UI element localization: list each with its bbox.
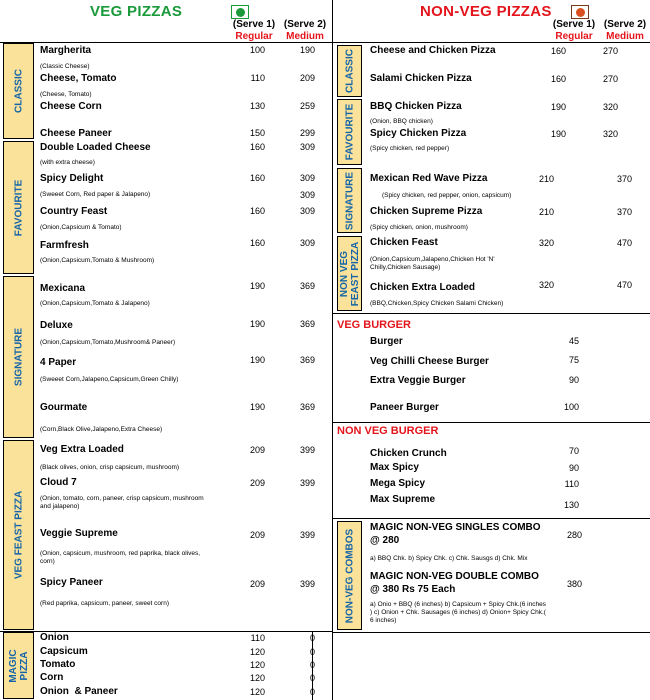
veg-item-regular: 120 xyxy=(249,687,265,697)
nonveg-band-feast xyxy=(337,236,362,311)
nonveg-item-regular: 160 xyxy=(550,74,566,84)
veg-item-regular: 160 xyxy=(249,238,265,248)
nonveg-band-favourite xyxy=(337,99,362,165)
veg-symbol-icon xyxy=(231,5,249,19)
veg-item-medium: 299 xyxy=(299,128,315,138)
veg-item-regular: 209 xyxy=(249,579,265,589)
nonveg-item-medium: 270 xyxy=(602,74,618,84)
center-divider xyxy=(332,0,333,700)
veg-item-name: Gourmate xyxy=(40,402,88,413)
combos-bottom-border xyxy=(333,632,650,633)
nonveg-item-regular: 160 xyxy=(550,46,566,56)
veg-item-desc: (Onion,Capsicum & Tomato) xyxy=(40,224,122,231)
veg-item-medium: 259 xyxy=(299,101,315,111)
nonveg-item-medium: 320 xyxy=(602,129,618,139)
veg-item-name: Country Feast xyxy=(40,206,108,217)
veg-item-regular: 160 xyxy=(249,142,265,152)
veg-item-desc: (Onion,Capsicum,Tomato & Mushroom) xyxy=(40,257,155,264)
veg-band-magic xyxy=(3,632,34,699)
veg-item-medium: 369 xyxy=(299,319,315,329)
nonveg-item-medium: 470 xyxy=(616,280,632,290)
nonveg-col1-header xyxy=(551,19,597,43)
nonveg-band-favourite-label: FAVOURITE xyxy=(344,103,355,161)
nonveg-item-name: BBQ Chicken Pizza xyxy=(370,101,462,112)
veg-burger-name: Veg Chilli Cheese Burger xyxy=(370,356,489,367)
combo-name: MAGIC NON-VEG DOUBLE COMBO xyxy=(370,571,539,582)
nonveg-col2-sub: Medium xyxy=(606,31,644,42)
veg-item-regular: 120 xyxy=(249,673,265,683)
nonveg-col2-top: (Serve 2) xyxy=(603,19,647,30)
veg-item-regular: 110 xyxy=(250,73,265,83)
combo-price: 380 xyxy=(566,579,582,589)
veg-item-desc: (with extra cheese) xyxy=(40,159,95,166)
veg-item-medium: 0 xyxy=(309,660,315,670)
nonveg-band-signature-label: SIGNATURE xyxy=(344,171,355,230)
veg-item-regular: 110 xyxy=(250,633,265,643)
nonveg-band-signature xyxy=(337,168,362,233)
veg-item-regular: 209 xyxy=(249,445,265,455)
nonveg-item-regular: 190 xyxy=(550,129,566,139)
veg-item-name: Spicy Delight xyxy=(40,173,104,184)
nonveg-item-desc: (Spicy chicken, onion, mushroom) xyxy=(370,224,468,231)
veg-item-medium: 309 xyxy=(299,206,315,216)
veg-col1-header xyxy=(231,19,277,43)
nonveg-item-desc: (BBQ,Chicken,Spicy Chicken Salami Chicken) xyxy=(370,300,504,307)
veg-item-name: Cheese, Tomato xyxy=(40,73,117,84)
veg-item-regular: 160 xyxy=(249,206,265,216)
veg-item-name: Capsicum xyxy=(40,646,88,657)
veg-burger-price: 75 xyxy=(568,355,579,365)
veg-item-medium: 209 xyxy=(299,73,315,83)
veg-item-medium: 399 xyxy=(299,530,315,540)
nonveg-item-name: Cheese and Chicken Pizza xyxy=(370,45,496,56)
veg-item-medium: 309 xyxy=(299,190,315,200)
nonveg-item-medium: 370 xyxy=(616,207,632,217)
veg-col2-sub: Medium xyxy=(286,31,324,42)
veg-item-desc: (Sweeet Corn,Jalapeno,Capsicum,Green Chilly) xyxy=(40,376,179,383)
nonveg-item-regular: 210 xyxy=(538,207,554,217)
veg-col2-top: (Serve 2) xyxy=(283,19,327,30)
veg-burger-bottom-border xyxy=(333,422,650,423)
veg-top-border xyxy=(0,42,332,43)
nonveg-pizza-bottom-border xyxy=(333,313,650,314)
nonveg-item-name: Mexican Red Wave Pizza xyxy=(370,173,488,184)
nonveg-burger-price: 110 xyxy=(564,479,579,489)
veg-item-medium: 309 xyxy=(299,142,315,152)
veg-item-desc: (Classic Cheese) xyxy=(40,63,90,70)
veg-col1-top: (Serve 1) xyxy=(232,19,276,30)
veg-item-name: Tomato xyxy=(40,659,76,670)
nonveg-burger-name: Chicken Crunch xyxy=(370,448,447,459)
veg-item-desc: (Red paprika, capsicum, paneer, sweet corn) xyxy=(40,600,169,607)
nonveg-burger-title: NON VEG BURGER xyxy=(337,425,439,437)
nonveg-col2-header xyxy=(600,19,650,43)
veg-item-name: Farmfresh xyxy=(40,240,89,251)
veg-item-medium: 309 xyxy=(299,173,315,183)
nonveg-burger-price: 90 xyxy=(568,463,579,473)
veg-burger-price: 90 xyxy=(568,375,579,385)
veg-item-medium: 369 xyxy=(299,355,315,365)
veg-pizzas-title: VEG PIZZAS xyxy=(90,3,183,20)
veg-burger-name: Burger xyxy=(370,336,403,347)
nonveg-item-regular: 190 xyxy=(550,102,566,112)
nonveg-item-medium: 270 xyxy=(602,46,618,56)
nonveg-band-classic xyxy=(337,45,362,97)
veg-item-regular: 190 xyxy=(249,281,265,291)
veg-band-magic-label: MAGIC PIZZA xyxy=(7,648,30,683)
veg-item-medium: 190 xyxy=(299,45,315,55)
veg-item-name: Veggie Supreme xyxy=(40,528,118,539)
veg-item-desc: (Onion, capsicum, mushroom, red paprika, black olives, corn) xyxy=(40,550,201,565)
nonveg-item-name: Chicken Feast xyxy=(370,237,438,248)
veg-item-regular: 160 xyxy=(249,173,265,183)
veg-band-feast xyxy=(3,440,34,630)
veg-item-regular: 120 xyxy=(249,647,265,657)
veg-item-medium: 399 xyxy=(299,445,315,455)
veg-item-regular: 150 xyxy=(249,128,265,138)
veg-col1-sub: Regular xyxy=(235,31,273,42)
veg-item-medium: 0 xyxy=(309,633,315,643)
veg-item-medium: 399 xyxy=(299,579,315,589)
nonveg-col1-top: (Serve 1) xyxy=(552,19,596,30)
veg-item-name: Cheese Corn xyxy=(40,101,102,112)
nonveg-burger-name: Mega Spicy xyxy=(370,478,426,489)
nonveg-item-name: Salami Chicken Pizza xyxy=(370,73,472,84)
veg-band-signature-label: SIGNATURE xyxy=(13,327,24,387)
veg-item-desc: (Onion,Capsicum,Tomato & Jalapeno) xyxy=(40,300,150,307)
combo-name: MAGIC NON-VEG SINGLES COMBO xyxy=(370,522,541,533)
veg-item-medium: 309 xyxy=(299,238,315,248)
veg-item-regular: 209 xyxy=(249,478,265,488)
veg-item-name: Veg Extra Loaded xyxy=(40,444,124,455)
nonveg-burger-name: Max Supreme xyxy=(370,494,436,505)
nonveg-pizzas-title: NON-VEG PIZZAS xyxy=(420,3,552,20)
veg-item-name: Onion & Paneer xyxy=(40,686,118,697)
nonveg-item-regular: 320 xyxy=(538,238,554,248)
nonveg-item-regular: 320 xyxy=(538,280,554,290)
veg-item-regular: 120 xyxy=(249,660,265,670)
veg-item-desc: (Black olives, onion, crisp capsicum, mushroom) xyxy=(40,464,180,471)
veg-item-name: Cheese Paneer xyxy=(40,128,112,139)
nonveg-col1-sub: Regular xyxy=(555,31,593,42)
nonveg-item-name: Chicken Supreme Pizza xyxy=(370,206,483,217)
veg-band-feast-label: VEG FEAST PIZZA xyxy=(13,490,24,580)
veg-item-desc: (Onion,Capsicum,Tomato,Mushroom& Paneer) xyxy=(40,339,176,346)
veg-band-favourite-label: FAVOURITE xyxy=(13,179,24,236)
veg-item-regular: 130 xyxy=(249,101,265,111)
veg-item-desc: (Sweeet Corn, Red paper & Jalapeno) xyxy=(40,191,151,198)
veg-item-name: Mexicana xyxy=(40,283,86,294)
nonveg-symbol-icon xyxy=(571,5,589,19)
combo-price: 280 xyxy=(566,530,582,540)
veg-item-name: Corn xyxy=(40,672,64,683)
veg-item-medium: 0 xyxy=(309,673,315,683)
combo-name-line2: @ 280 xyxy=(370,535,400,546)
veg-band-classic xyxy=(3,43,34,139)
combo-desc: a) BBQ Chk. b) Spicy Chk. c) Chk. Sausgs d) Chk. Mix xyxy=(370,555,528,562)
veg-item-name: 4 Paper xyxy=(40,357,77,368)
veg-band-favourite xyxy=(3,141,34,274)
veg-item-regular: 190 xyxy=(249,319,265,329)
nonveg-item-desc: (Onion,Capsicum,Jalapeno,Chicken Hot 'N' Chilly,Chicken Sausage) xyxy=(370,256,495,271)
veg-item-medium: 399 xyxy=(299,478,315,488)
nonveg-band-classic-label: CLASSIC xyxy=(344,49,355,93)
veg-item-desc: (Corn,Black Olive,Jalapeno,Extra Cheese) xyxy=(40,426,163,433)
veg-item-regular: 100 xyxy=(249,45,265,55)
veg-band-signature xyxy=(3,276,34,438)
veg-item-desc: (Cheese, Tomato) xyxy=(40,91,92,98)
veg-item-regular: 190 xyxy=(249,402,265,412)
nonveg-item-name: Spicy Chicken Pizza xyxy=(370,128,467,139)
nonveg-item-desc: (Spicy chicken, red pepper) xyxy=(370,145,450,152)
veg-item-medium: 369 xyxy=(299,281,315,291)
veg-item-medium: 0 xyxy=(309,687,315,697)
nonveg-item-desc: (Spicy chicken, red pepper, onion, capsicum) xyxy=(382,192,512,199)
nonveg-burger-price: 70 xyxy=(568,446,579,456)
veg-item-name: Deluxe xyxy=(40,320,73,331)
nonveg-item-medium: 370 xyxy=(616,174,632,184)
veg-item-name: Onion xyxy=(40,632,69,643)
nonveg-burger-name: Max Spicy xyxy=(370,462,419,473)
nonveg-item-name: Chicken Extra Loaded xyxy=(370,282,476,293)
veg-burger-name: Extra Veggie Burger xyxy=(370,375,466,386)
veg-item-name: Spicy Paneer xyxy=(40,577,103,588)
combo-desc: a) Onio + BBQ (6 inches) b) Capsicum + Spicy Chk.(6 inches ) c) Onion + Chk. Sausages (6 inches) d) Onion+ Spicy Chk.( 6 inches) xyxy=(370,601,546,624)
veg-item-medium: 0 xyxy=(309,647,315,657)
veg-burger-price: 100 xyxy=(563,402,579,412)
veg-burger-price: 45 xyxy=(568,336,579,346)
veg-item-name: Double Loaded Cheese xyxy=(40,142,151,153)
veg-band-classic-label: CLASSIC xyxy=(13,69,24,113)
veg-item-medium: 369 xyxy=(299,402,315,412)
nonveg-burger-bottom-border xyxy=(333,518,650,519)
nonveg-item-desc: (Onion, BBQ chicken) xyxy=(370,118,433,125)
nonveg-band-combos xyxy=(337,521,362,630)
veg-col2-header xyxy=(281,19,329,43)
nonveg-top-border xyxy=(333,42,650,43)
veg-item-name: Cloud 7 xyxy=(40,477,77,488)
nonveg-item-regular: 210 xyxy=(538,174,554,184)
nonveg-burger-price: 130 xyxy=(563,500,579,510)
nonveg-band-feast-label: NON VEG FEAST PIZZA xyxy=(338,241,361,306)
veg-burger-name: Paneer Burger xyxy=(370,402,439,413)
veg-item-regular: 190 xyxy=(249,355,265,365)
veg-item-regular: 209 xyxy=(249,530,265,540)
nonveg-item-medium: 320 xyxy=(602,102,618,112)
veg-item-name: Margherita xyxy=(40,45,92,56)
veg-item-desc: (Onion, tomato, corn, paneer, crisp capsicum, mushroom and jalapeno) xyxy=(40,495,204,510)
nonveg-item-medium: 470 xyxy=(616,238,632,248)
nonveg-band-combos-label: NON-VEG COMBOS xyxy=(344,528,355,623)
combo-name-line2: @ 380 Rs 75 Each xyxy=(370,584,456,595)
veg-burger-title: VEG BURGER xyxy=(337,319,411,331)
